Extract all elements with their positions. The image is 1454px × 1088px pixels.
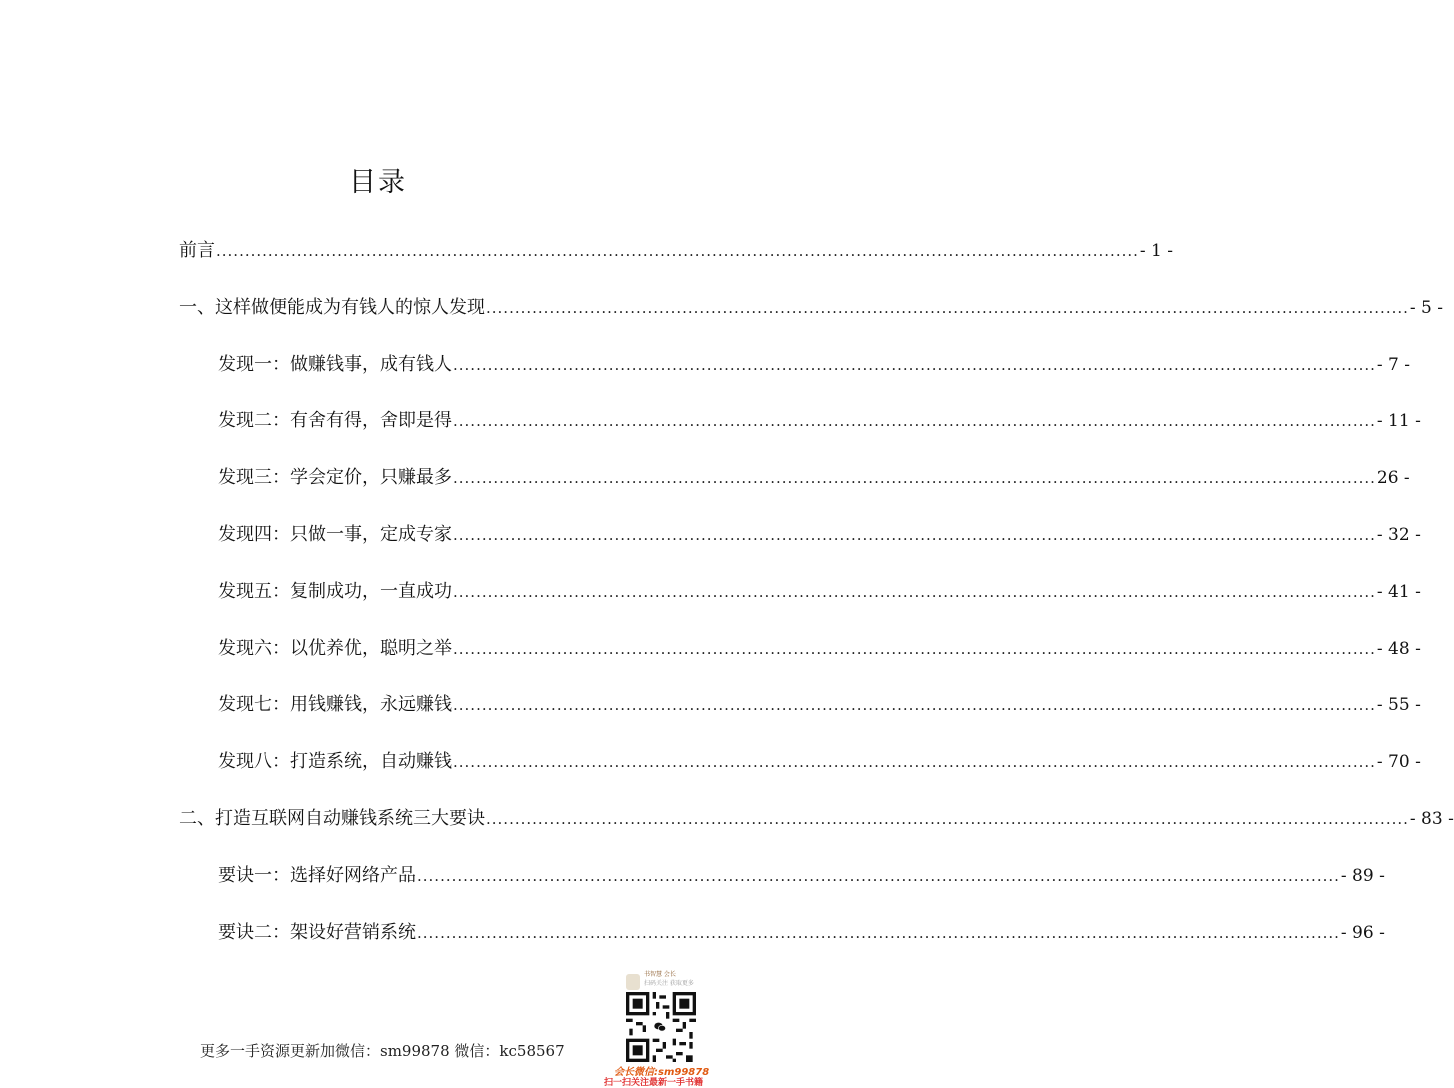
toc-dot-leader: ................................................................................................................................................................ xyxy=(486,810,1409,828)
toc-entry-page: - 32 - xyxy=(1376,525,1421,545)
toc-entry-page: - 48 - xyxy=(1376,638,1421,659)
toc-dot-leader: ................................................................................................................................................................ xyxy=(453,469,1376,488)
toc-entry-title: 发现一：做赚钱事，成有钱人 xyxy=(218,353,452,375)
page-title: 目录 xyxy=(349,167,407,198)
toc-dot-leader: ................................................................................................................................................................ xyxy=(417,923,1340,942)
qr-block xyxy=(600,968,720,1086)
toc-entry-title: 发现四：只做一事，定成专家 xyxy=(218,524,452,545)
toc-entry-page: - 5 - xyxy=(1409,297,1444,318)
toc-entry-page: 26 - xyxy=(1376,468,1410,489)
toc-entry-page: - 11 - xyxy=(1376,411,1421,432)
toc-entry-page: - 70 - xyxy=(1376,752,1421,773)
toc-entry-page: - 1 - xyxy=(1139,241,1174,261)
toc-entry-title: 要诀二：架设好营销系统 xyxy=(218,921,416,943)
toc-entry[interactable] xyxy=(218,520,1421,548)
toc-dot-leader: ................................................................................................................................................................ xyxy=(486,298,1409,317)
toc-entry-title: 发现五：复制成功，一直成功 xyxy=(218,580,452,602)
qr-caption-scan: 扫一扫关注最新一手书籍 xyxy=(604,1078,704,1088)
toc-dot-leader: ................................................................................................................................................................ xyxy=(453,412,1376,431)
toc-entry[interactable] xyxy=(218,577,1421,605)
toc-dot-leader: ................................................................................................................................................................ xyxy=(453,582,1376,601)
toc-entry-page: - 55 - xyxy=(1376,695,1421,716)
toc-dot-leader: ................................................................................................................................................................ xyxy=(453,696,1376,715)
toc-dot-leader: ................................................................................................................................................................ xyxy=(216,242,1139,260)
toc-entry-page: - 96 - xyxy=(1340,922,1385,943)
toc-entry-page: - 83 - xyxy=(1409,809,1454,829)
toc-entry-title: 发现六：以优养优，聪明之举 xyxy=(218,637,452,659)
toc-entry[interactable] xyxy=(218,406,1421,434)
toc-entry-title: 发现二：有舍有得，舍即是得 xyxy=(218,410,452,432)
toc-entry-title: 一、这样做便能成为有钱人的惊人发现 xyxy=(179,296,485,318)
qr-brand-sub: 扫码关注 获取更多 xyxy=(644,980,694,987)
toc-entry[interactable] xyxy=(179,293,1444,321)
toc-entry[interactable] xyxy=(218,690,1421,718)
toc-entry-title: 发现三：学会定价，只赚最多 xyxy=(218,467,452,489)
toc-entry-page: - 89 - xyxy=(1340,865,1385,886)
qr-brand-name: 书智慧 会长 xyxy=(644,971,676,978)
toc-dot-leader: ................................................................................................................................................................ xyxy=(453,526,1376,544)
toc-entry[interactable] xyxy=(218,918,1385,946)
wechat-icon xyxy=(652,1019,668,1035)
toc-entry[interactable] xyxy=(218,747,1421,775)
toc-dot-leader: ................................................................................................................................................................ xyxy=(453,355,1376,374)
qr-brand xyxy=(644,970,734,990)
toc-entry[interactable] xyxy=(218,350,1411,378)
toc-entry-title: 发现八：打造系统，自动赚钱 xyxy=(218,751,452,773)
toc-dot-leader: ................................................................................................................................................................ xyxy=(453,639,1376,658)
footer-text: 更多一手资源更新加微信：sm99878 微信：kc58567 xyxy=(200,1042,565,1060)
toc-entry-page: - 7 - xyxy=(1376,354,1411,375)
toc-entry-title: 发现七：用钱赚钱，永远赚钱 xyxy=(218,694,452,716)
avatar xyxy=(626,974,640,990)
toc-entry[interactable] xyxy=(218,634,1421,662)
toc-dot-leader: ................................................................................................................................................................ xyxy=(453,753,1376,772)
toc-entry-page: - 41 - xyxy=(1376,581,1421,602)
toc-entry[interactable] xyxy=(218,861,1385,889)
toc-entry-title: 要诀一：选择好网络产品 xyxy=(218,864,416,886)
toc-entry-title: 前言 xyxy=(179,240,215,261)
toc-dot-leader: ................................................................................................................................................................ xyxy=(417,866,1340,885)
qr-caption-wechat: 会长微信:sm99878 xyxy=(614,1067,710,1078)
toc-entry[interactable] xyxy=(179,804,1454,832)
toc-entry[interactable] xyxy=(179,236,1174,264)
toc-entry[interactable] xyxy=(218,463,1410,491)
toc-entry-title: 二、打造互联网自动赚钱系统三大要诀 xyxy=(179,808,485,829)
